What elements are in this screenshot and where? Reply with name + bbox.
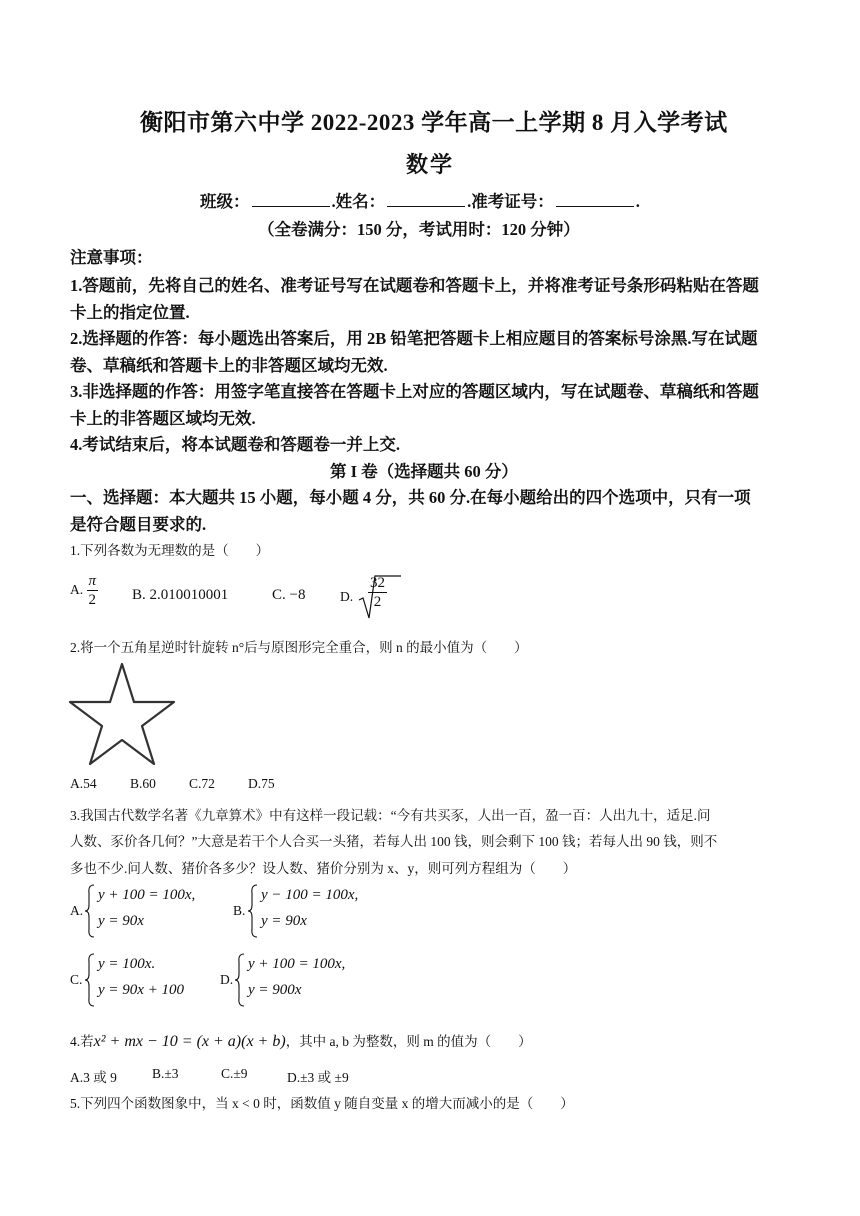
q4-option-c: C.±9 [221,1066,248,1081]
name-label: .姓名： [331,192,386,211]
note-2-line-2: 卷、草稿纸和答题卡上的非答题区域均无效. [70,356,388,375]
star-figure [66,660,178,768]
q3-a-eq-2: y = 90x [98,913,144,929]
q1-stem: 1.下列各数为无理数的是（ ） [70,543,270,558]
note-2-line-1: 2.选择题的作答：每小题选出答案后，用 2B 铅笔把答题卡上相应题目的答案标号涂黑.写在试题 [70,329,758,348]
q3-d-brace [234,952,246,1008]
q1-d-fraction [368,576,387,610]
q3-b-eq-2: y = 90x [261,913,307,929]
q2-option-b: B.60 [130,776,156,791]
q5-stem: 5.下列四个函数图象中，当 x < 0 时，函数值 y 随自变量 x 的增大而减小的是（ ） [70,1096,574,1111]
note-1-line-1: 1.答题前，先将自己的姓名、准考证号写在试题卷和答题卡上，并将准考证号条形码粘贴在答题 [70,276,759,295]
q1-option-a [70,574,98,608]
section-1-intro-line-2: 是符合题目要求的. [70,515,207,534]
q3-b-label: B. [233,903,246,918]
q1-option-d [340,574,403,622]
note-3-line-1: 3.非选择题的作答：用签字笔直接答在答题卡上对应的答题区域内，写在试题卷、草稿纸和答题 [70,382,759,401]
class-blank [252,192,330,207]
name-blank [387,192,465,207]
q4-option-a: A.3 或 9 [70,1070,117,1085]
student-info-line [200,188,640,212]
section-1-intro-line-1: 一、选择题：本大题共 15 小题，每小题 4 分，共 60 分.在每小题给出的四个选项中，只有一项 [70,488,751,507]
q2-option-a: A.54 [70,776,97,791]
q3-line-1: 3.我国古代数学名著《九章算术》中有这样一段记载：“今有共买豕，人出一百，盈一百：人出九十，适足.问 [70,808,711,823]
q3-c-eq-2: y = 90x + 100 [98,982,185,998]
section-1-title: 第 I 卷（选择题共 60 分） [330,462,518,481]
q3-d-label: D. [220,972,234,987]
q3-c-label: C. [70,972,83,987]
q1-a-fraction [87,574,99,608]
q1-d-label: D. [340,589,354,605]
note-3-line-2: 卡上的非答题区域均无效. [70,409,256,428]
q1-option-c: C. −8 [272,587,306,603]
full-score-note: （全卷满分：150 分，考试用时：120 分钟） [258,220,580,239]
q3-d-eq-1: y + 100 = 100x, [248,956,346,972]
q3-c-brace [84,952,96,1008]
q1-d-denominator: 2 [373,594,382,610]
q3-c-eq-1: y = 100x. [98,956,156,972]
q3-a-label: A. [70,903,84,918]
exam-title: 衡阳市第六中学 2022-2023 学年高一上学期 8 月入学考试 [140,110,728,135]
q2-stem: 2.将一个五角星逆时针旋转 n°后与原图形完全重合，则 n 的最小值为（ ） [70,640,528,655]
info-end-mark: . [635,192,640,211]
class-label: 班级： [200,192,250,211]
q1-option-b: B. 2.010010001 [132,587,229,603]
q3-b-eq-1: y − 100 = 100x, [261,887,359,903]
q1-d-numerator: 32 [370,575,385,591]
q1-a-label: A. [70,582,84,598]
q3-d-eq-2: y = 900x [248,982,302,998]
q4-stem [70,1030,532,1051]
q3-line-2: 人数、豕价各几何？”大意是若干个人合买一头猪，若每人出 100 钱，则会剩下 100 钱；若每人出 90 钱，则不 [70,834,718,849]
q3-a-eq-1: y + 100 = 100x, [98,887,196,903]
notes-heading: 注意事项： [70,248,153,267]
subject-title: 数学 [406,152,455,177]
exam-id-blank [556,192,634,207]
q1-a-denominator: 2 [88,592,96,608]
q2-option-d: D.75 [248,776,275,791]
q3-b-brace [247,883,259,939]
note-4: 4.考试结束后，将本试题卷和答题卷一并上交. [70,435,400,454]
q3-a-brace [84,883,96,939]
exam-id-label: .准考证号： [467,192,554,211]
note-1-line-2: 卡上的指定位置. [70,303,190,322]
q4-option-d: D.±3 或 ±9 [287,1070,349,1085]
q4-stem-suffix: ，其中 a, b 为整数，则 m 的值为（ ） [285,1034,532,1049]
q1-a-numerator: π [88,573,97,589]
q3-line-3: 多也不少.问人数、猪价各多少？设人数、猪价分别为 x、y，则可列方程组为（ ） [70,861,577,876]
q4-equation: x² + mx − 10 = (x + a)(x + b) [93,1033,286,1050]
q4-option-b: B.±3 [152,1066,179,1081]
q4-stem-prefix: 4.若 [70,1034,94,1049]
q2-option-c: C.72 [189,776,215,791]
